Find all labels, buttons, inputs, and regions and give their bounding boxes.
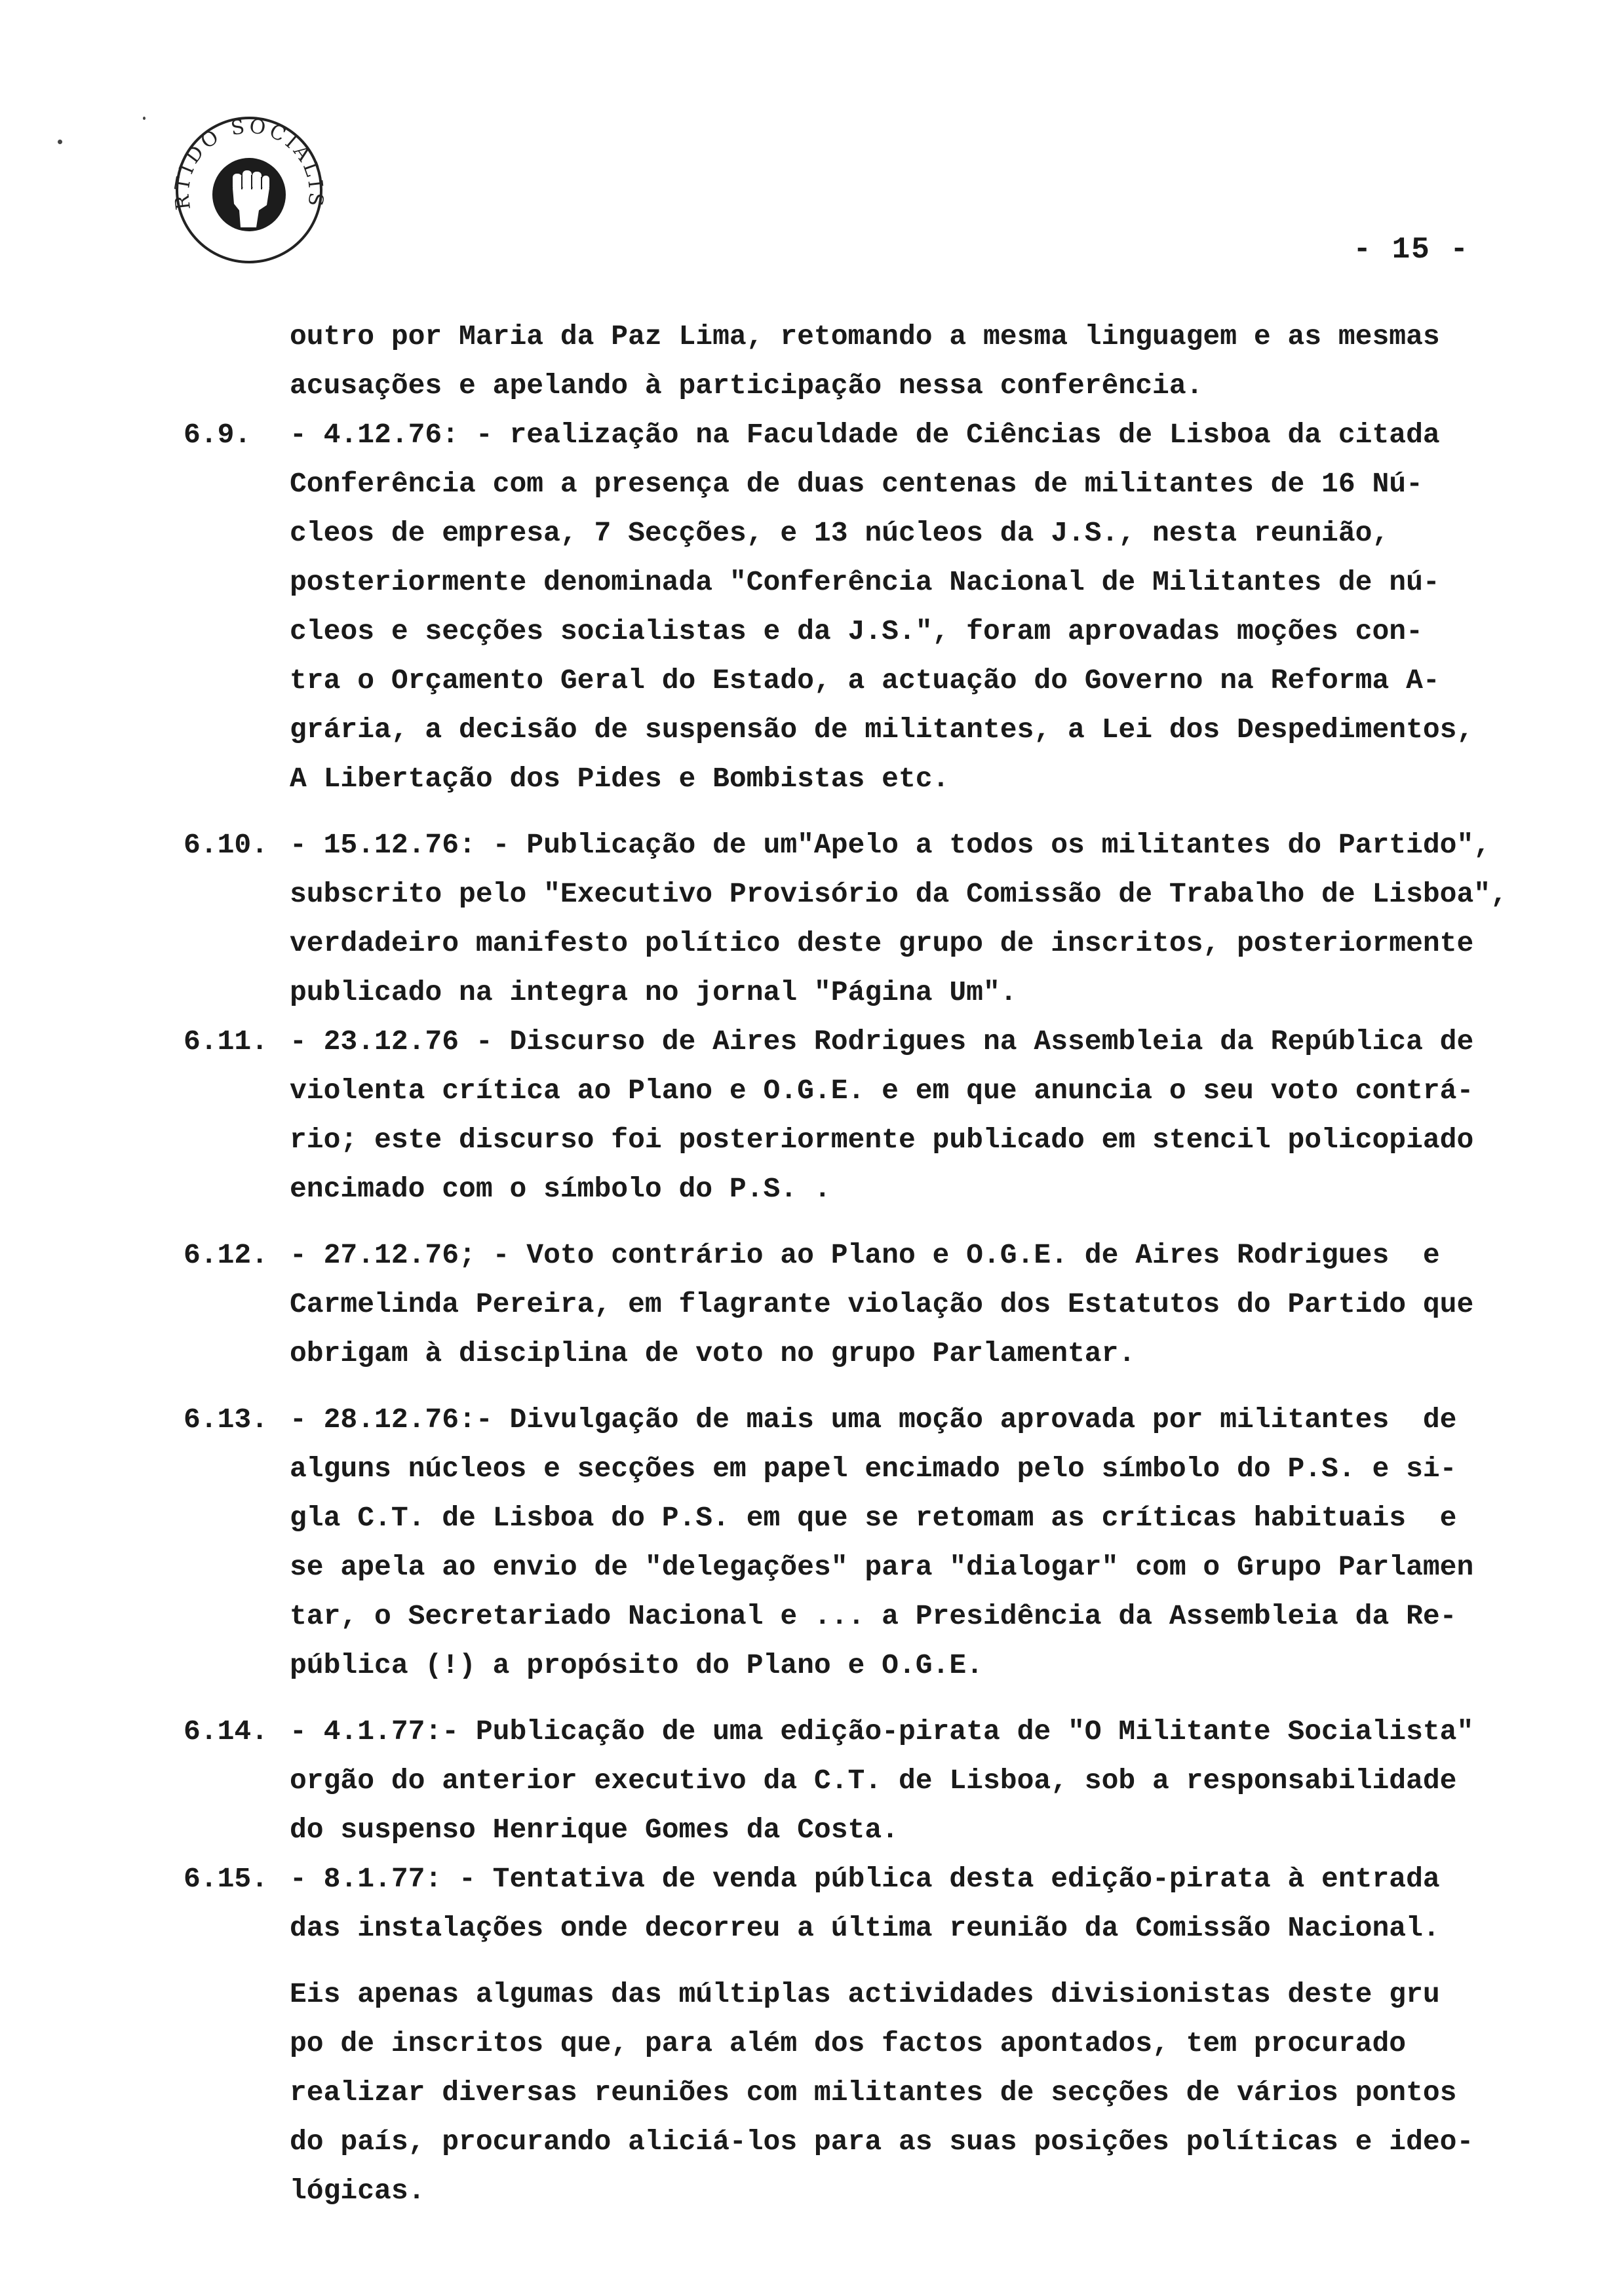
text-line: A Libertação dos Pides e Bombistas etc. <box>290 763 950 795</box>
text-line: cleos de empresa, 7 Secções, e 13 núcleos da J.S., nesta reunião, <box>290 517 1390 549</box>
party-logo <box>167 108 331 272</box>
scan-speck <box>58 140 62 144</box>
scan-speck <box>143 117 146 120</box>
closing-paragraph <box>184 1970 1534 2215</box>
entry-number: 6.13. <box>184 1404 269 1436</box>
entry-number: 6.14. <box>184 1715 269 1748</box>
text-line: alguns núcleos e secções em papel encimado pelo símbolo do P.S. e si- <box>290 1453 1457 1485</box>
text-line: outro por Maria da Paz Lima, retomando a mesma linguagem e as mesmas <box>290 320 1440 353</box>
text-line: lógicas. <box>290 2175 425 2207</box>
entry-6-9 <box>184 410 1534 803</box>
text-line: publicado na integra no jornal "Página Um". <box>290 976 1017 1008</box>
text-line: do suspenso Henrique Gomes da Costa. <box>290 1814 899 1846</box>
entry-6-10 <box>184 820 1534 1017</box>
text-line: se apela ao envio de "delegações" para "dialogar" com o Grupo Parlamen <box>290 1551 1474 1583</box>
entry-number: 6.15. <box>184 1863 269 1895</box>
entry-number: 6.10. <box>184 829 269 861</box>
text-line: Eis apenas algumas das múltiplas actividades divisionistas deste gru <box>290 1978 1440 2010</box>
text-line: cleos e secções socialistas e da J.S.", foram aprovadas moções con- <box>290 615 1423 647</box>
text-line: - 27.12.76; - Voto contrário ao Plano e O.G.E. de Aires Rodrigues e <box>290 1239 1440 1271</box>
text-line: Carmelinda Pereira, em flagrante violação dos Estatutos do Partido que <box>290 1288 1474 1320</box>
text-line: posteriormente denominada "Conferência Nacional de Militantes de nú- <box>290 566 1440 598</box>
text-line: tar, o Secretariado Nacional e ... a Presidência da Assembleia da Re- <box>290 1600 1457 1632</box>
text-line: orgão do anterior executivo da C.T. de Lisboa, sob a responsabilidade <box>290 1765 1457 1797</box>
entry-6-14 <box>184 1707 1534 1854</box>
text-line: violenta crítica ao Plano e O.G.E. e em que anuncia o seu voto contrá- <box>290 1075 1474 1107</box>
text-line: tra o Orçamento Geral do Estado, a actuação do Governo na Reforma A- <box>290 664 1440 697</box>
text-line: realizar diversas reuniões com militantes de secções de vários pontos <box>290 2076 1457 2109</box>
page-number: - 15 - <box>1353 233 1469 267</box>
text-line: obrigam à disciplina de voto no grupo Parlamentar. <box>290 1337 1136 1369</box>
entry-6-15 <box>184 1854 1534 1953</box>
text-line: acusações e apelando à participação nessa conferência. <box>290 370 1203 402</box>
text-line: Conferência com a presença de duas centenas de militantes de 16 Nú- <box>290 468 1423 500</box>
entry-number: 6.11. <box>184 1025 269 1058</box>
text-line: - 4.1.77:- Publicação de uma edição-pirata de "O Militante Socialista" <box>290 1715 1474 1748</box>
logo-text: RTIDO SOCIALIS <box>170 115 328 212</box>
text-line: - 23.12.76 - Discurso de Aires Rodrigues na Assembleia da República de <box>290 1025 1474 1058</box>
entry-number: 6.12. <box>184 1239 269 1271</box>
text-line: encimado com o símbolo do P.S. . <box>290 1173 831 1205</box>
text-line: - 4.12.76: - realização na Faculdade de Ciências de Lisboa da citada <box>290 419 1440 451</box>
text-line: verdadeiro manifesto político deste grupo de inscritos, posteriormente <box>290 927 1474 959</box>
entry-6-13 <box>184 1395 1534 1690</box>
text-line: - 28.12.76:- Divulgação de mais uma moção aprovada por militantes de <box>290 1404 1457 1436</box>
entry-6-11 <box>184 1017 1534 1214</box>
text-line: grária, a decisão de suspensão de militantes, a Lei dos Despedimentos, <box>290 714 1474 746</box>
text-line: - 8.1.77: - Tentativa de venda pública desta edição-pirata à entrada <box>290 1863 1440 1895</box>
party-seal-icon <box>167 108 331 272</box>
document-body <box>184 312 1534 2215</box>
text-line: gla C.T. de Lisboa do P.S. em que se retomam as críticas habituais e <box>290 1502 1457 1534</box>
entry-6-12 <box>184 1231 1534 1378</box>
text-line: - 15.12.76: - Publicação de um"Apelo a todos os militantes do Partido", <box>290 829 1491 861</box>
text-line: das instalações onde decorreu a última reunião da Comissão Nacional. <box>290 1912 1440 1944</box>
entry-number: 6.9. <box>184 419 252 451</box>
text-line: pública (!) a propósito do Plano e O.G.E. <box>290 1649 983 1681</box>
intro-paragraph <box>184 312 1534 410</box>
text-line: po de inscritos que, para além dos factos apontados, tem procurado <box>290 2027 1407 2059</box>
text-line: do país, procurando aliciá-los para as suas posições políticas e ideo- <box>290 2126 1474 2158</box>
text-line: rio; este discurso foi posteriormente publicado em stencil policopiado <box>290 1124 1474 1156</box>
text-line: subscrito pelo "Executivo Provisório da Comissão de Trabalho de Lisboa", <box>290 878 1508 910</box>
